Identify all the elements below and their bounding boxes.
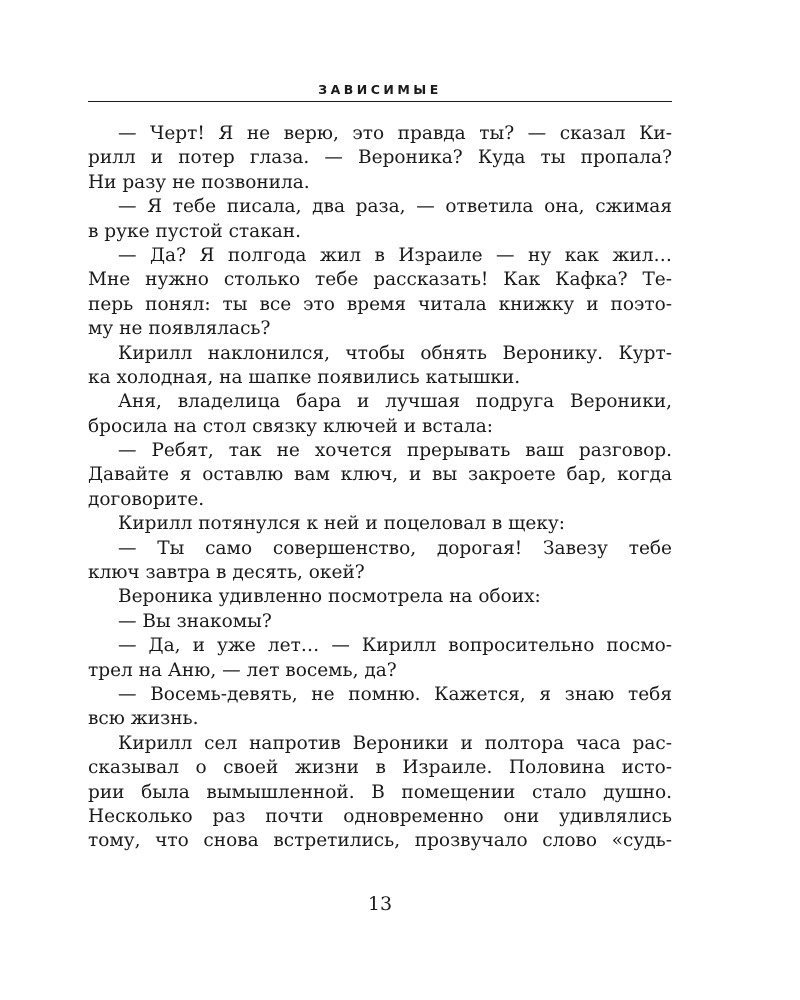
text-line: договорите. bbox=[88, 488, 205, 510]
text-line: рии была вымышленной. В помещении стало душно. bbox=[88, 781, 672, 803]
text-line: Давайте я оставлю вам ключ, и вы закроете бар, когда bbox=[88, 464, 672, 486]
text-line: ключ завтра в десять, окей? bbox=[88, 562, 365, 584]
text-line: трел на Аню, — лет восемь, да? bbox=[88, 659, 397, 681]
text-line: сказывал о своей жизни в Израиле. Половина исто- bbox=[88, 757, 672, 779]
running-head: ЗАВИСИМЫЕ bbox=[318, 82, 442, 97]
text-line: бросила на стол связку ключей и встала: bbox=[88, 415, 494, 437]
header-rule bbox=[88, 101, 672, 102]
body-text bbox=[88, 122, 672, 854]
text-line: — Ты само совершенство, дорогая! Завезу тебе bbox=[118, 537, 672, 559]
text-line: — Да? Я полгода жил в Израиле — ну как жил… bbox=[118, 244, 672, 266]
text-line: Вероника удивленно посмотрела на обоих: bbox=[118, 586, 541, 608]
text-line: Несколько раз почти одновременно они удивлялись bbox=[88, 805, 672, 827]
text-line: Кирилл наклонился, чтобы обнять Веронику. Курт- bbox=[118, 342, 672, 364]
text-line: — Ребят, так не хочется прерывать ваш разговор. bbox=[118, 440, 672, 462]
text-line: Кирилл сел напротив Вероники и полтора часа рас- bbox=[118, 732, 672, 754]
text-line: — Восемь-девять, не помню. Кажется, я знаю тебя bbox=[118, 683, 672, 705]
text-line: Мне нужно столько тебе рассказать! Как Кафка? Те- bbox=[88, 269, 672, 291]
text-line: — Да, и уже лет… — Кирилл вопросительно посмо- bbox=[118, 635, 672, 657]
text-line: му не появлялась? bbox=[88, 318, 271, 340]
page-number: 13 bbox=[367, 893, 393, 915]
text-line: в руке пустой стакан. bbox=[88, 220, 302, 242]
text-line: рилл и потер глаза. — Вероника? Куда ты пропала? bbox=[88, 147, 672, 169]
text-line: Ни разу не позвонила. bbox=[88, 171, 310, 193]
text-line: Аня, владелица бара и лучшая подруга Вероники, bbox=[118, 391, 672, 413]
text-line: — Вы знакомы? bbox=[118, 610, 272, 632]
text-line: — Черт! Я не верю, это правда ты? — сказал Ки- bbox=[118, 123, 672, 144]
text-line: тому, что снова встретились, прозвучало слово «судь- bbox=[88, 830, 672, 852]
text-line: — Я тебе писала, два раза, — ответила она, сжимая bbox=[118, 196, 672, 218]
text-line: перь понял: ты все это время читала книжку и поэто- bbox=[88, 293, 672, 315]
text-line: Кирилл потянулся к ней и поцеловал в щеку: bbox=[118, 513, 566, 535]
text-line: ка холодная, на шапке появились катышки. bbox=[88, 366, 521, 388]
text-line: всю жизнь. bbox=[88, 708, 199, 730]
